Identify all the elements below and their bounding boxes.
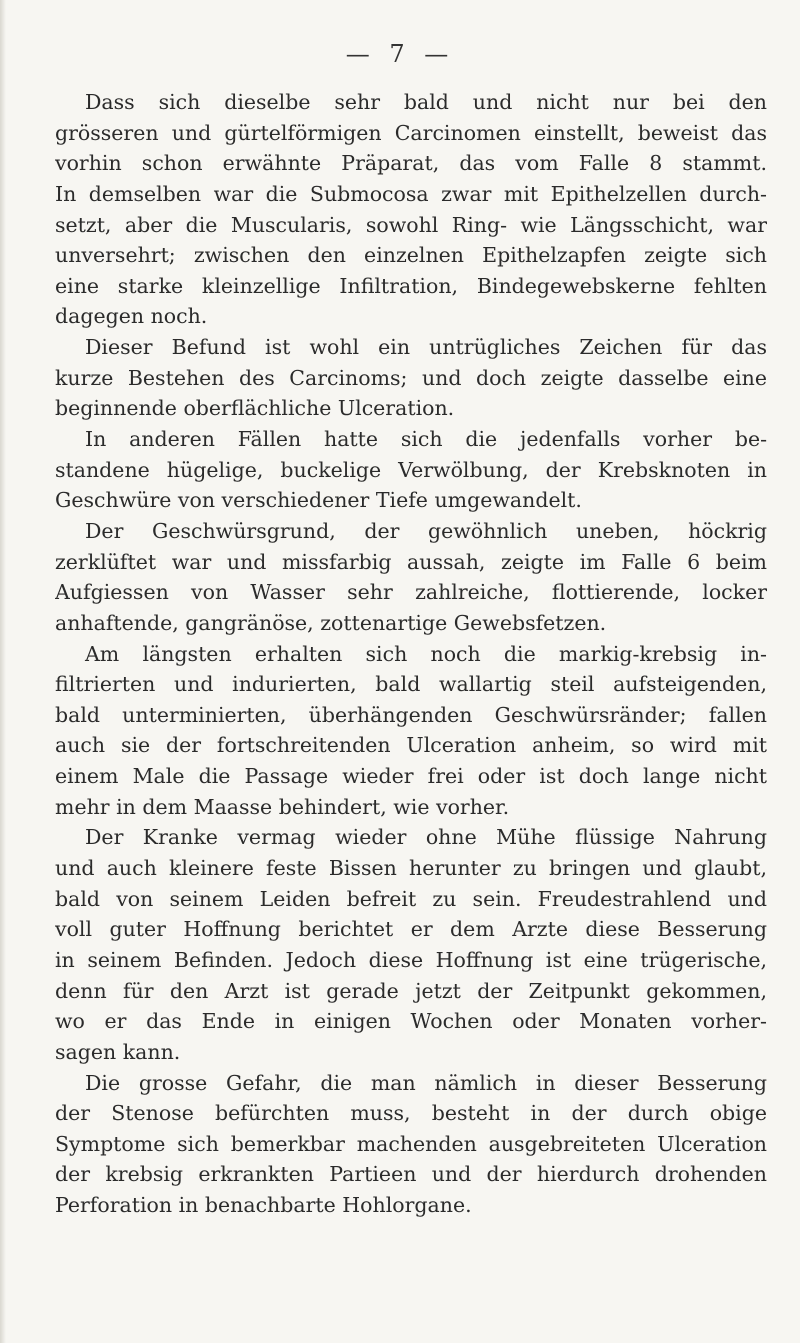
text-line: voll guter Hoffnung berichtet er dem Arzte diese Besserung xyxy=(55,917,767,942)
text-line: und auch kleinere feste Bissen herunter zu bringen und glaubt, xyxy=(55,856,767,881)
text-line: Am längsten erhalten sich noch die markig-krebsig in- xyxy=(85,641,767,666)
page-edge-shadow xyxy=(0,0,6,1343)
text-line: setzt, aber die Muscularis, sowohl Ring- wie Längsschicht, war xyxy=(55,212,767,237)
text-line: beginnende oberflächliche Ulceration. xyxy=(55,396,455,421)
text-line: Dieser Befund ist wohl ein untrügliches Zeichen für das xyxy=(85,335,767,360)
text-line: Perforation in benachbarte Hohlorgane. xyxy=(55,1193,472,1218)
text-line: sagen kann. xyxy=(55,1039,181,1064)
text-line: der krebsig erkrankten Partieen und der hierdurch drohenden xyxy=(55,1162,767,1187)
text-line: einem Male die Passage wieder frei oder ist doch lange nicht xyxy=(55,764,767,789)
text-line: der Stenose befürchten muss, besteht in der durch obige xyxy=(55,1101,767,1126)
text-line: zerklüftet war und missfarbig aussah, zeigte im Falle 6 beim xyxy=(55,549,767,574)
text-line: unversehrt; zwischen den einzelnen Epithelzapfen zeigte sich xyxy=(55,243,767,268)
text-line: In anderen Fällen hatte sich die jedenfalls vorher be- xyxy=(85,427,767,452)
text-line: In demselben war die Submocosa zwar mit Epithelzellen durch- xyxy=(55,181,767,206)
text-line: Der Kranke vermag wieder ohne Mühe flüssige Nahrung xyxy=(85,825,767,850)
text-line: kurze Bestehen des Carcinoms; und doch zeigte dasselbe eine xyxy=(55,365,767,390)
text-line: vorhin schon erwähnte Präparat, das vom Falle 8 stammt. xyxy=(55,151,767,176)
text-line: mehr in dem Maasse behindert, wie vorher. xyxy=(55,794,510,819)
text-line: eine starke kleinzellige Infiltration, Bindegewebskerne fehlten xyxy=(55,273,767,298)
text-line: Aufgiessen von Wasser sehr zahlreiche, flottierende, locker xyxy=(55,580,767,605)
text-line: Dass sich dieselbe sehr bald und nicht nur bei den xyxy=(85,90,767,114)
text-line: dagegen noch. xyxy=(55,304,208,329)
text-line: grösseren und gürtelförmigen Carcinomen einstellt, beweist das xyxy=(55,120,767,145)
text-line: Geschwüre von verschiedener Tiefe umgewandelt. xyxy=(55,488,582,513)
body-text xyxy=(55,87,767,1221)
text-line: standene hügelige, buckelige Verwölbung, der Krebsknoten in xyxy=(55,457,767,482)
text-line: Symptome sich bemerkbar machenden ausgebreiteten Ulceration xyxy=(55,1131,767,1156)
text-line: denn für den Arzt ist gerade jetzt der Zeitpunkt gekommen, xyxy=(55,978,767,1003)
text-line: in seinem Befinden. Jedoch diese Hoffnung ist eine trügerische, xyxy=(55,947,767,972)
text-line: Die grosse Gefahr, die man nämlich in dieser Besserung xyxy=(85,1070,767,1095)
text-line: filtrierten und indurierten, bald wallartig steil aufsteigenden, xyxy=(55,672,767,697)
text-line: auch sie der fortschreitenden Ulceration anheim, so wird mit xyxy=(55,733,767,758)
text-line: Der Geschwürsgrund, der gewöhnlich uneben, höckrig xyxy=(85,518,767,543)
text-line: bald unterminierten, überhängenden Geschwürsränder; fallen xyxy=(55,702,767,727)
text-line: bald von seinem Leiden befreit zu sein. Freudestrahlend und xyxy=(55,886,767,911)
page-number: — 7 — xyxy=(345,40,455,68)
text-line: anhaftende, gangränöse, zottenartige Gewebsfetzen. xyxy=(55,610,607,635)
text-line: wo er das Ende in einigen Wochen oder Monaten vorher- xyxy=(55,1009,767,1034)
